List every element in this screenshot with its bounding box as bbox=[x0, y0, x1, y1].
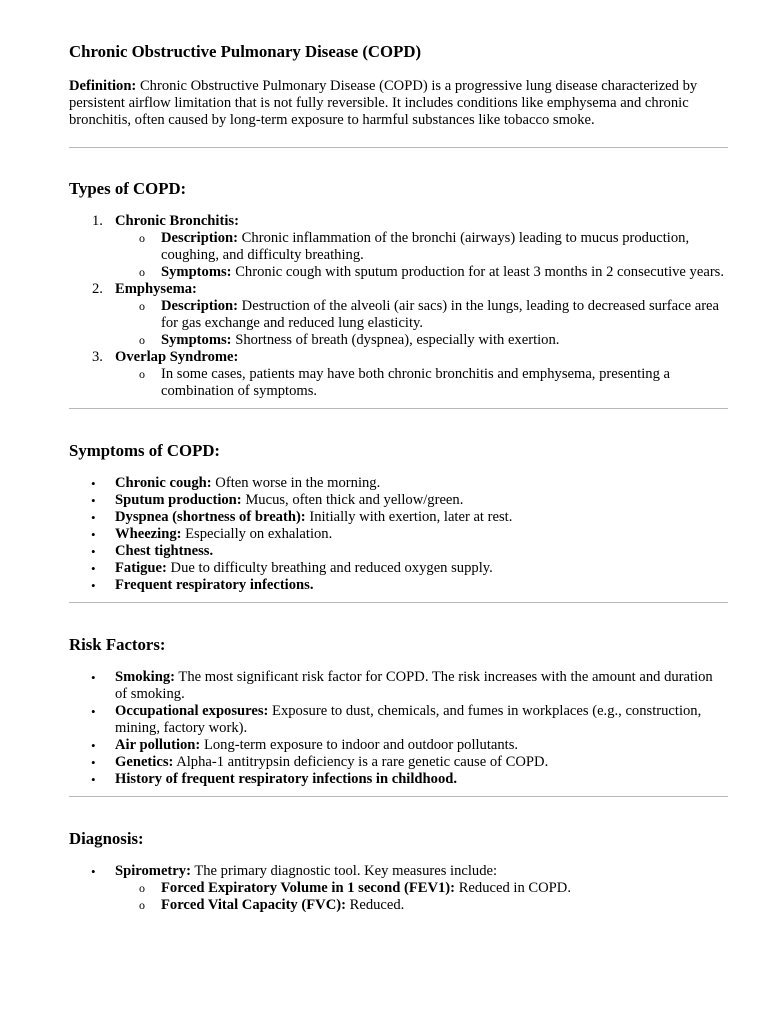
item-text: Often worse in the morning. bbox=[215, 475, 381, 491]
definition-label: Definition: bbox=[69, 78, 137, 94]
measure-label: Forced Expiratory Volume in 1 second (FEV1): bbox=[161, 880, 456, 896]
definition-text: Chronic Obstructive Pulmonary Disease (COPD) is a progressive lung disease characterized by persistent airflow limitation that is not fully reversible. It includes conditions like emphysema and chronic bronchitis, often caused by long-term exposure to harmful substances like tobacco smoke. bbox=[69, 78, 698, 128]
item-label: Fatigue: bbox=[115, 560, 167, 576]
types-list bbox=[69, 213, 728, 400]
type-name: Chronic Bronchitis: bbox=[115, 213, 239, 229]
risk-factors-list bbox=[69, 669, 728, 788]
item-label: Wheezing: bbox=[115, 526, 182, 542]
type-detail-item bbox=[161, 366, 728, 400]
item-label: Chronic cough: bbox=[115, 475, 212, 491]
type-details bbox=[115, 298, 728, 349]
item-label: Spirometry: bbox=[115, 863, 191, 879]
type-item-chronic-bronchitis bbox=[115, 213, 728, 281]
symptom-item bbox=[115, 526, 728, 543]
detail-text: In some cases, patients may have both chronic bronchitis and emphysema, presenting a combination of symptoms. bbox=[161, 366, 671, 399]
section-divider bbox=[69, 796, 728, 797]
item-label: Sputum production: bbox=[115, 492, 242, 508]
symptom-item bbox=[115, 509, 728, 526]
detail-label: Description: bbox=[161, 298, 239, 314]
section-divider bbox=[69, 602, 728, 603]
diagnosis-list bbox=[69, 863, 728, 914]
measure-text: Reduced. bbox=[349, 897, 405, 913]
item-text: Alpha-1 antitrypsin deficiency is a rare genetic cause of COPD. bbox=[176, 754, 549, 770]
type-details bbox=[115, 230, 728, 281]
item-label: Chest tightness. bbox=[115, 543, 214, 559]
item-text: The primary diagnostic tool. Key measures include: bbox=[194, 863, 498, 879]
item-text: The most significant risk factor for COPD. The risk increases with the amount and duration of smoking. bbox=[115, 669, 713, 702]
item-label: Occupational exposures: bbox=[115, 703, 269, 719]
item-text: Initially with exertion, later at rest. bbox=[309, 509, 513, 525]
diagnosis-heading: Diagnosis: bbox=[69, 829, 144, 848]
risk-factor-item bbox=[115, 703, 728, 737]
detail-text: Destruction of the alveoli (air sacs) in the lungs, leading to decreased surface area for gas exchange and reduced lung elasticity. bbox=[161, 298, 720, 331]
type-name: Emphysema: bbox=[115, 281, 197, 297]
symptom-item bbox=[115, 560, 728, 577]
type-details bbox=[115, 366, 728, 400]
item-label: History of frequent respiratory infections in childhood. bbox=[115, 771, 458, 787]
item-text: Mucus, often thick and yellow/green. bbox=[245, 492, 464, 508]
diagnosis-item bbox=[115, 863, 728, 914]
item-text: Long-term exposure to indoor and outdoor pollutants. bbox=[203, 737, 519, 753]
detail-text: Shortness of breath (dyspnea), especially with exertion. bbox=[235, 332, 560, 348]
detail-label: Symptoms: bbox=[161, 264, 232, 280]
symptoms-list bbox=[69, 475, 728, 594]
section-divider bbox=[69, 408, 728, 409]
risk-factors-heading: Risk Factors: bbox=[69, 635, 166, 654]
type-item-overlap-syndrome bbox=[115, 349, 728, 400]
section-divider bbox=[69, 147, 728, 148]
diagnosis-measures bbox=[115, 880, 728, 914]
detail-label: Description: bbox=[161, 230, 239, 246]
risk-factor-item bbox=[115, 669, 728, 703]
type-item-emphysema bbox=[115, 281, 728, 349]
document-page bbox=[69, 40, 728, 914]
item-label: Frequent respiratory infections. bbox=[115, 577, 314, 593]
symptoms-heading: Symptoms of COPD: bbox=[69, 441, 221, 460]
symptom-item bbox=[115, 492, 728, 509]
type-detail-item bbox=[161, 264, 728, 281]
item-text: Due to difficulty breathing and reduced oxygen supply. bbox=[170, 560, 493, 576]
measure-item bbox=[161, 897, 728, 914]
measure-text: Reduced in COPD. bbox=[458, 880, 571, 896]
detail-label: Symptoms: bbox=[161, 332, 232, 348]
definition-paragraph bbox=[69, 78, 728, 129]
symptom-item bbox=[115, 543, 728, 560]
detail-text: Chronic inflammation of the bronchi (airways) leading to mucus production, coughing, and difficulty breathing. bbox=[161, 230, 690, 263]
measure-label: Forced Vital Capacity (FVC): bbox=[161, 897, 346, 913]
detail-text: Chronic cough with sputum production for at least 3 months in 2 consecutive years. bbox=[235, 264, 725, 280]
type-detail-item bbox=[161, 230, 728, 264]
document-title: Chronic Obstructive Pulmonary Disease (COPD) bbox=[69, 42, 422, 61]
type-detail-item bbox=[161, 332, 728, 349]
item-text: Especially on exhalation. bbox=[185, 526, 333, 542]
type-detail-item bbox=[161, 298, 728, 332]
risk-factor-item bbox=[115, 754, 728, 771]
symptom-item bbox=[115, 577, 728, 594]
type-name: Overlap Syndrome: bbox=[115, 349, 239, 365]
symptom-item bbox=[115, 475, 728, 492]
risk-factor-item bbox=[115, 737, 728, 754]
types-heading: Types of COPD: bbox=[69, 179, 187, 198]
item-label: Air pollution: bbox=[115, 737, 201, 753]
item-label: Smoking: bbox=[115, 669, 176, 685]
measure-item bbox=[161, 880, 728, 897]
risk-factor-item bbox=[115, 771, 728, 788]
item-label: Dyspnea (shortness of breath): bbox=[115, 509, 306, 525]
item-text: Exposure to dust, chemicals, and fumes in workplaces (e.g., construction, mining, factory work). bbox=[115, 703, 702, 736]
item-label: Genetics: bbox=[115, 754, 174, 770]
